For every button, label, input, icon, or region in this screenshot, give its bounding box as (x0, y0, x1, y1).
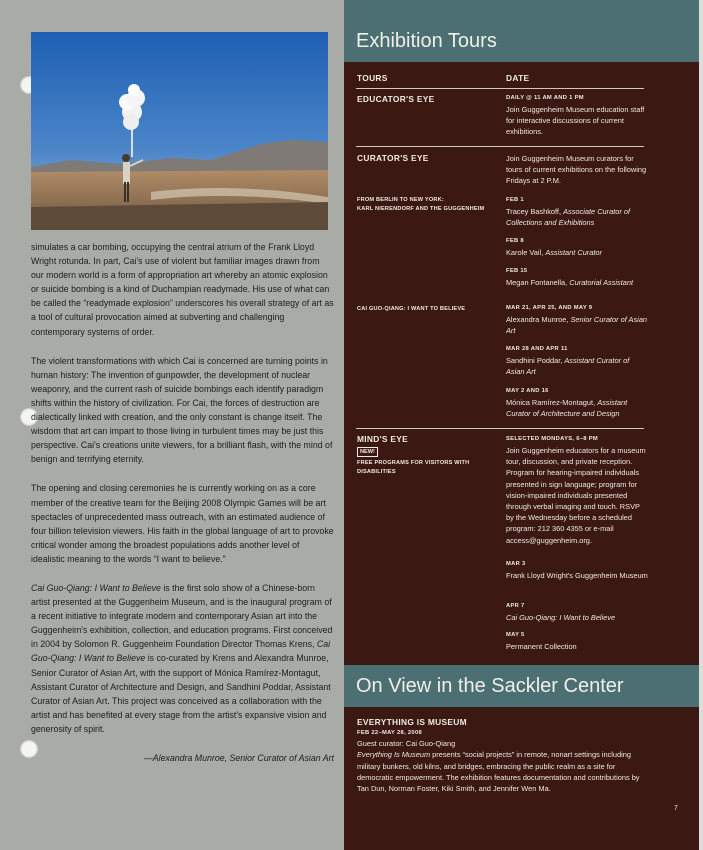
tour-block-minds-eye (357, 434, 497, 476)
tour-description: Join Guggenheim Museum curators for tours of current exhibitions on the following Fridays at 2 P.M. (506, 154, 647, 186)
exhibition-title: Cai Guo-Qiang: I Want to Believe (31, 582, 161, 593)
tours-column (344, 0, 699, 850)
tour-schedule: SELECTED MONDAYS, 6–8 PM Join Guggenheim educators for a museum tour, discussion, and private reception. Program for hearing-impaired individuals presented in sign language; program for vision-impaired individuals presented through verbal imaging and touch. RSVP by the Wednesday before a scheduled program: 212 360 4355 or e-mail access@guggenheim.org. (506, 436, 646, 545)
exhibition-title: Cai Guo-Qiang: I Want to Believe (31, 639, 331, 664)
tour-schedule: DAILY @ 11 AM AND 1 PM Join Guggenheim Museum education staff for interactive discussions of current exhibitions. (506, 95, 645, 137)
article-body (31, 240, 334, 765)
column-header-tours: TOURS (357, 73, 388, 83)
article-column (0, 0, 344, 850)
page-edge (699, 0, 703, 850)
divider (356, 88, 644, 89)
divider (356, 146, 644, 147)
tour-date-entry: MAY 5 Permanent Collection (506, 632, 577, 651)
tour-date-entry: APR 7 Cai Guo-Qiang: I Want to Believe (506, 603, 616, 622)
tour-date-entry: MAR 21, APR 25, AND MAY 9 Alexandra Munroe, Senior Curator of Asian Art (506, 305, 648, 336)
column-header-date: DATE (506, 73, 530, 83)
tour-subtitle: CAI GUO-QIANG: I WANT TO BELIEVE (357, 306, 466, 312)
article-paragraph: The opening and closing ceremonies he is currently working on as a core member of the creative team for the Beijing 2008 Olympic Games will be art spectacles of unprecedented mass outreach, with an estimated audience of four billion television viewers. His faith in the global language of art to provoke critical wonder among the broadest populations adds another level of idealistic meaning to the words “I want to believe.” (31, 483, 334, 564)
section-title: Exhibition Tours (356, 30, 497, 52)
divider (356, 428, 644, 429)
tour-name: CURATOR'S EYE (357, 153, 429, 163)
explosion-photo (31, 32, 328, 230)
article-paragraph: The violent transformations with which Cai is concerned are turning points in human history: The invention of gunpowder, the development of nuclear weaponry, and the current rash of suicide bombings each identify paradigm shifts within the history of civilization. For Cai, the forces of destruction are dialectically linked with creation, and the only constant is change itself. The wisdom that art can impart to those living in turbulent times may be just this perspective. Cai's creations unite viewers, for a brilliant flash, with the mind of benign and terrifying eternity. (31, 355, 333, 465)
author-signature: —Alexandra Munroe, Senior Curator of Asian Art (143, 753, 334, 763)
exhibition-name: EVERYTHING IS MUSEUM (357, 717, 467, 727)
new-badge: NEW! (357, 447, 378, 457)
tour-date-entry: MAR 28 AND APR 11 Sandhini Poddar, Assistant Curator of Asian Art (506, 346, 630, 377)
sackler-exhibition (357, 717, 647, 794)
tour-date-entry: FEB 8 Karole Vail, Assistant Curator (506, 238, 602, 257)
tour-name: EDUCATOR'S EYE (357, 94, 435, 104)
exhibition-dates: FEB 22–MAY 28, 2008 (357, 730, 422, 737)
tour-date-entry: FEB 1 Tracey Bashkoff, Associate Curator of Collections and Exhibitions (506, 197, 631, 228)
page-number: 7 (674, 805, 678, 812)
article-paragraph: simulates a car bombing, occupying the central atrium of the Frank Lloyd Wright rotunda. In part, Cai's use of violent but familiar images drawn from our modern world is a form of appropriation art whereby an atomic explosion or suicide bombing is a kind of Duchampian readymade. His use of what can be called the “readymade explosion” underscores his overall strategy of art as a tool of cultural provocation aimed at subverting and challenging contemporary systems of order. (31, 242, 334, 337)
tour-date-entry: MAR 3 Frank Lloyd Wright's Guggenheim Museum (506, 561, 648, 580)
tour-subtitle: FROM BERLIN TO NEW YORK: KARL NIERENDORF AND THE GUGGENHEIM (357, 197, 485, 212)
section-header (344, 665, 699, 707)
article-paragraph: Cai Guo-Qiang: I Want to Believe is the first solo show of a Chinese-born artist presented at the Guggenheim Museum, and is the inaugural program of a recent initiative to integrate modern and contemporary Asian art into the Guggenheim's exhibition, collection, and education programs. First conceived in 2004 by Solomon R. Guggenheim Foundation Director Thomas Krens, Cai Guo-Qiang: I Want to Believe is co-curated by Krens and Alexandra Munroe, Senior Curator of Asian Art, with the support of Mónica Ramírez-Montagut, Assistant Curator of Architecture and Design, and Sandhini Poddar, Assistant Curator of Asian Art. This project was conceived as a collaboration with the artist and has benefited at every stage from the artist's expansive vision and generosity of spirit. (31, 582, 333, 734)
tour-name: MIND'S EYE (357, 434, 409, 444)
tour-date-entry: MAY 2 AND 16 Mónica Ramírez-Montagut, Assistant Curator of Architecture and Design (506, 388, 628, 419)
section-header (344, 0, 699, 62)
tour-subtitle: FREE PROGRAMS FOR VISITORS WITH DISABILITIES (357, 460, 470, 475)
section-title: On View in the Sackler Center (356, 675, 624, 697)
guest-curator: Guest curator: Cai Guo-Qiang (357, 739, 456, 749)
exhibition-description: Everything Is Museum presents “social projects” in remote, nonart settings including military bunkers, old kilns, and bridges, embracing the public realm as a site for democratic empowerment. The exhibition features documentation and contributions by Tan Dun, Norman Foster, Kiki Smith, and Jennifer Wen Ma. (357, 750, 640, 794)
tour-date-entry: FEB 15 Megan Fontanella, Curatorial Assistant (506, 268, 634, 287)
